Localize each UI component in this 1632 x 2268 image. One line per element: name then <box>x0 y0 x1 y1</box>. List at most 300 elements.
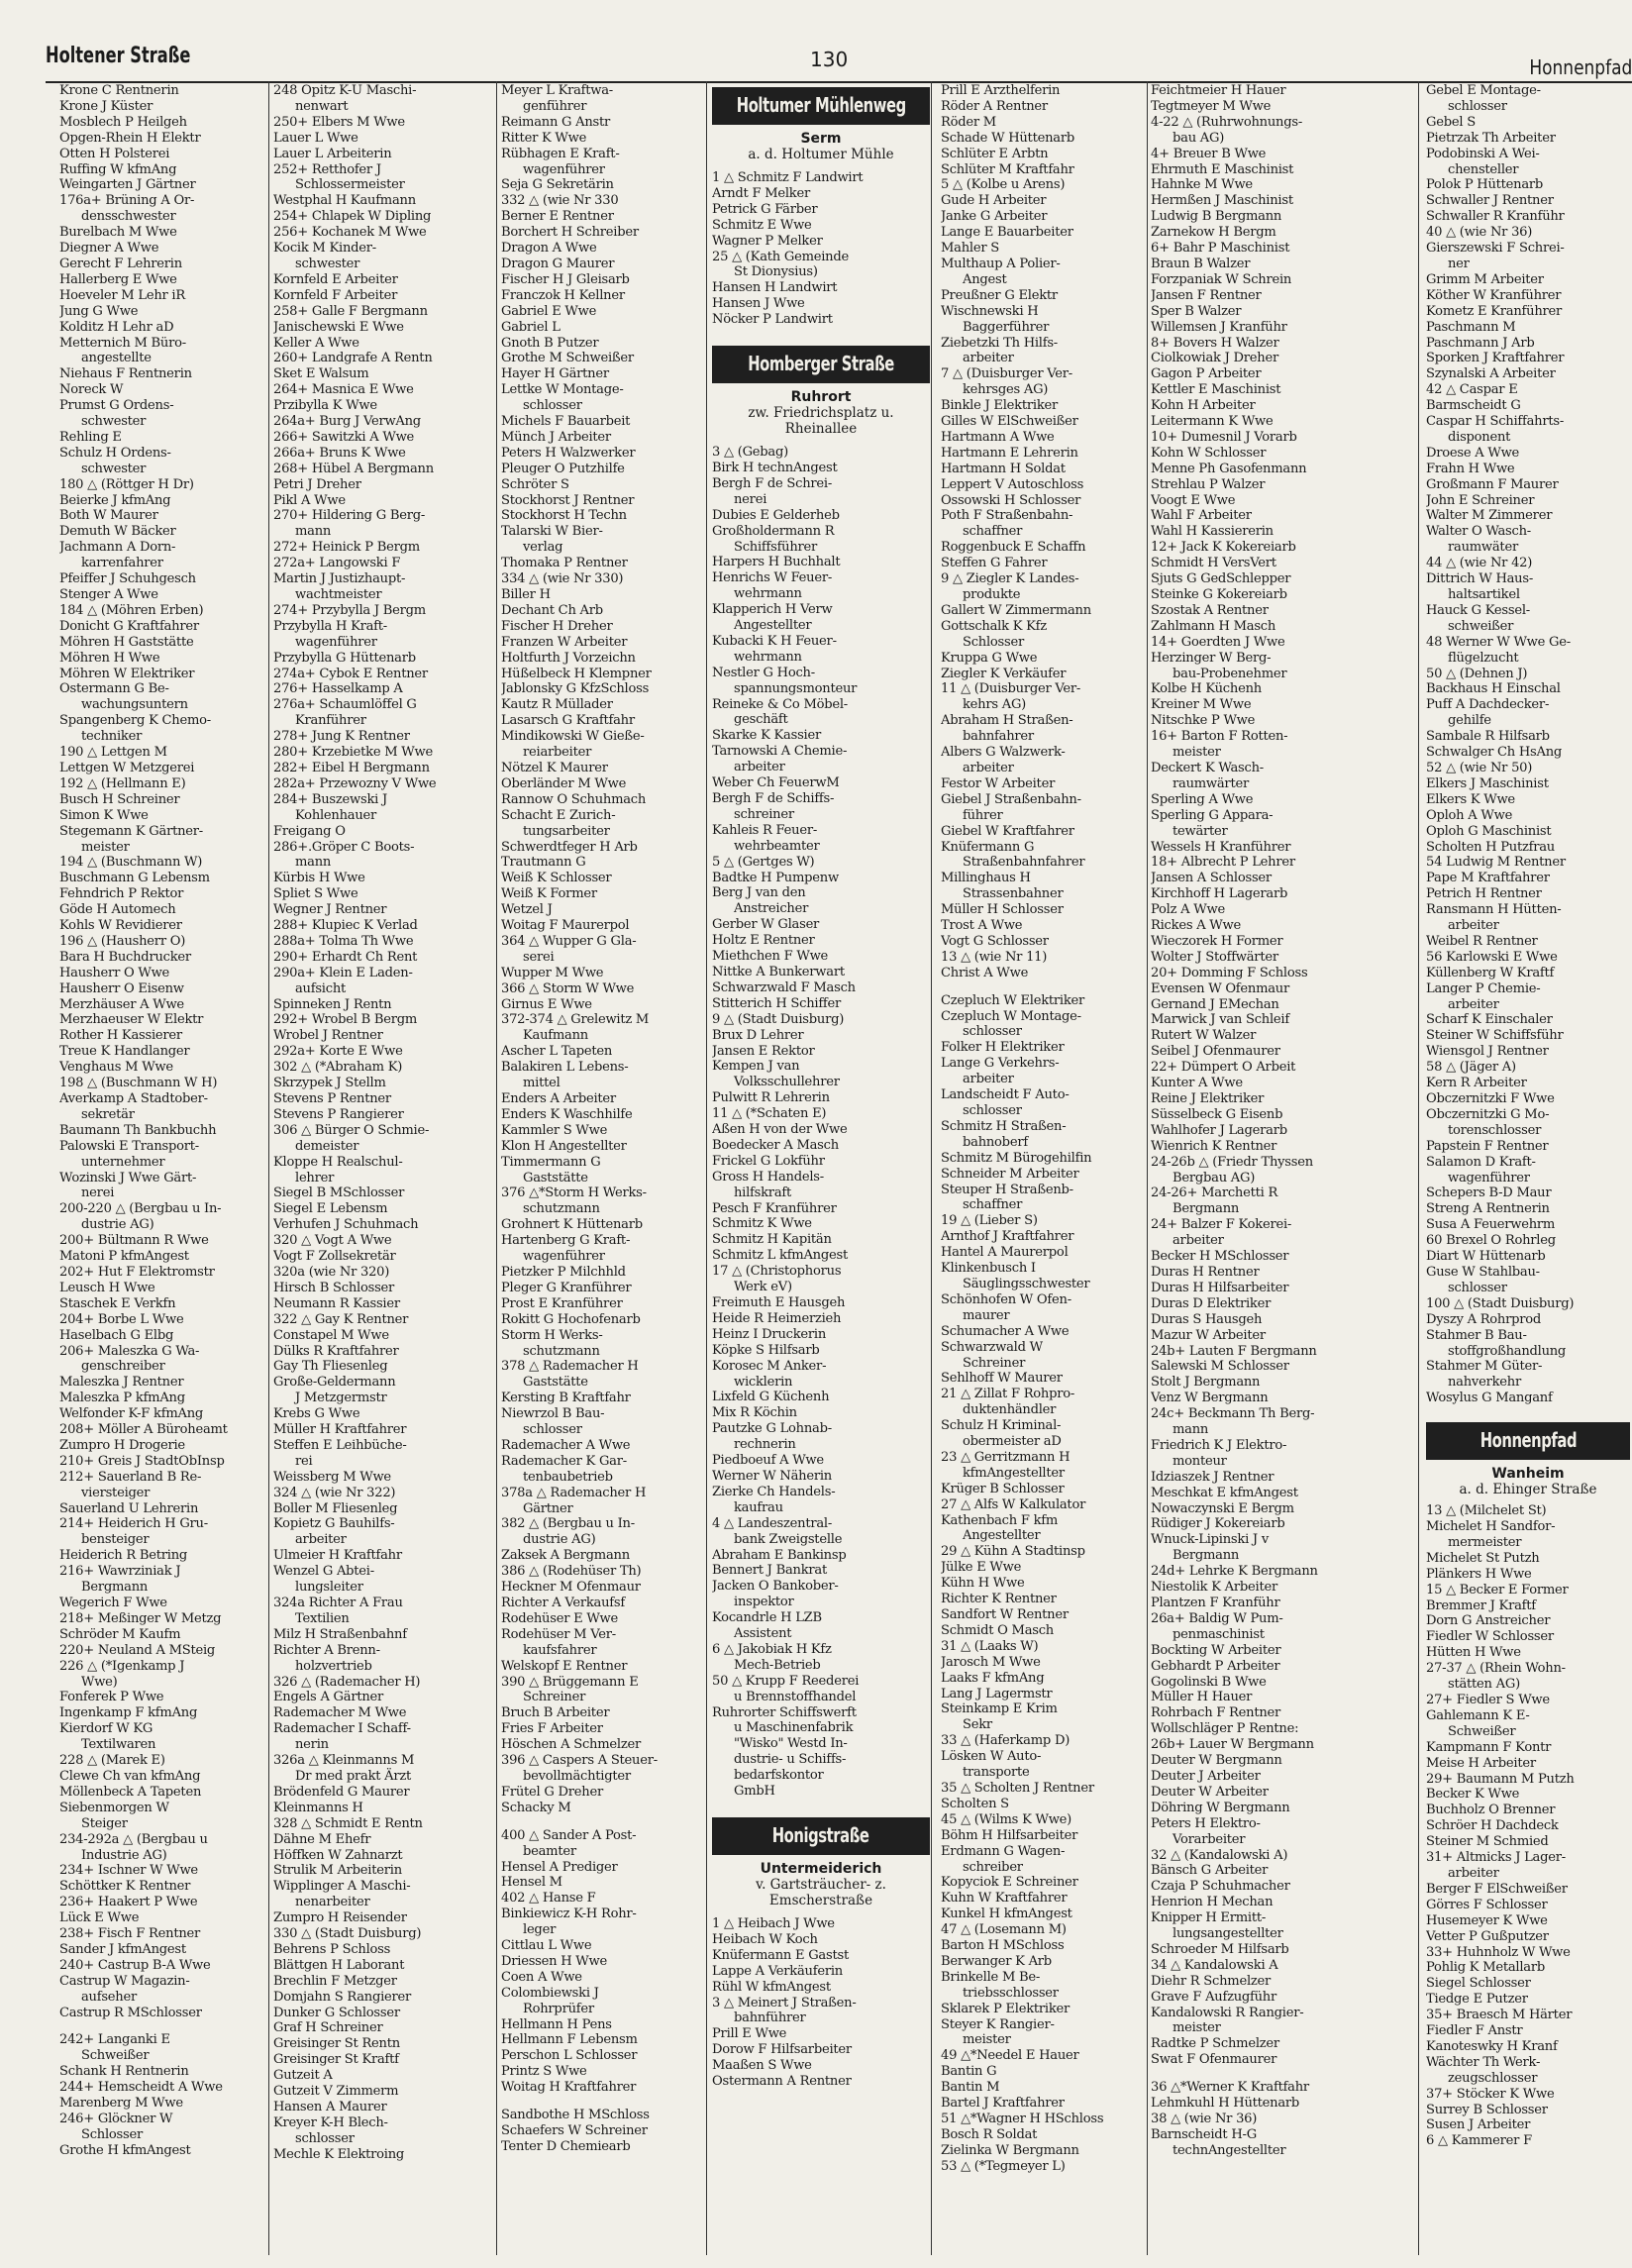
directory-entry: Siegel Schlosser <box>1426 1976 1531 1992</box>
directory-entry: Richter A Brenn- <box>273 1642 380 1658</box>
entry-continuation: wehrmann <box>734 586 802 602</box>
entry-continuation: bank Zweigstelle <box>734 1531 843 1547</box>
entry-continuation: genführer <box>523 98 587 114</box>
entry-continuation: bau-Probenehmer <box>1173 666 1287 681</box>
directory-entry: 288+ Klupiec K Verlad <box>273 918 418 934</box>
directory-entry: 396 △ Caspers A Steuer- <box>501 1753 658 1769</box>
entry-continuation: tenbaubetrieb <box>523 1469 613 1485</box>
directory-entry: Münch J Arbeiter <box>501 429 611 445</box>
directory-entry: Göde H Automech <box>59 902 176 918</box>
directory-entry: Giebel W Kraftfahrer <box>941 823 1074 839</box>
directory-entry: 402 △ Hanse F <box>501 1891 596 1907</box>
street-heading: Homberger Straße <box>712 346 930 383</box>
directory-entry: Kern R Arbeiter <box>1426 1076 1527 1091</box>
directory-entry: Rother H Kassierer <box>59 1028 182 1044</box>
directory-entry: Salewski M Schlosser <box>1151 1359 1289 1375</box>
directory-entry: Stolt J Bergmann <box>1151 1375 1261 1391</box>
directory-entry: 48 Werner W Wwe Ge- <box>1426 634 1571 650</box>
directory-entry: 326a △ Kleinmanns M <box>273 1753 415 1769</box>
entry-continuation: bensteiger <box>81 1532 150 1548</box>
directory-entry: Gagon P Arbeiter <box>1151 366 1262 382</box>
directory-entry: Voogt E Wwe <box>1151 492 1236 508</box>
directory-entry: Ruhrorter Schiffswerft <box>712 1704 857 1720</box>
directory-entry: Marenberg M Wwe <box>59 2096 183 2112</box>
directory-entry: Elkers K Wwe <box>1426 791 1515 807</box>
directory-entry: 246+ Glöckner W <box>59 2112 173 2126</box>
entry-continuation: Straßenbahnfahrer <box>963 855 1085 871</box>
directory-entry: Zierke Ch Handels- <box>712 1484 836 1499</box>
directory-entry: Sperling G Appara- <box>1151 807 1274 823</box>
directory-entry: Jacken O Bankober- <box>712 1579 839 1595</box>
directory-entry: 270+ Hildering G Berg- <box>273 508 426 524</box>
directory-entry: Schank H Rentnerin <box>59 2064 189 2080</box>
directory-entry: Schröer H Dachdeck <box>1426 1818 1559 1834</box>
directory-entry: Paschmann M <box>1426 319 1516 335</box>
entry-continuation: arbeiter <box>1448 1865 1499 1881</box>
directory-entry: Oberländer M Wwe <box>501 775 627 791</box>
directory-entry: Brux D Lehrer <box>712 1027 804 1043</box>
directory-entry: Trost A Wwe <box>941 918 1023 934</box>
district-name: Ruhrort <box>790 389 852 406</box>
entry-continuation: mann <box>295 524 332 540</box>
directory-entry: 400 △ Sander A Post- <box>501 1827 637 1843</box>
directory-entry: Mahler S <box>941 241 999 257</box>
entry-continuation: Baggerführer <box>963 319 1050 335</box>
directory-entry: Preußner G Elektr <box>941 287 1058 303</box>
directory-entry: Jülke E Wwe <box>941 1560 1022 1576</box>
entry-continuation: schlosser <box>523 398 582 414</box>
directory-entry: Lauer L Wwe <box>273 130 358 146</box>
directory-entry: Zumpro H Reisender <box>273 1910 407 1926</box>
directory-entry: Brinkelle M Be- <box>941 1969 1041 1985</box>
directory-entry: Boller M Fliesenleg <box>273 1500 398 1516</box>
directory-entry: Stockhorst J Rentner <box>501 492 635 508</box>
directory-entry: Gottschalk K Kfz <box>941 618 1047 634</box>
directory-entry: Binkiewicz K-H Rohr- <box>501 1907 637 1922</box>
entry-continuation: Volksschullehrer <box>734 1075 840 1090</box>
directory-entry: Korosec M Anker- <box>712 1358 827 1374</box>
directory-entry: Kloppe H Realschul- <box>273 1154 403 1170</box>
entry-continuation: schutzmann <box>523 1201 600 1217</box>
entry-continuation: Bergmann <box>81 1580 149 1596</box>
directory-entry: 258+ Galle F Bergmann <box>273 303 428 319</box>
directory-entry: Nowaczynski E Bergm <box>1151 1500 1294 1516</box>
directory-entry: Aßen H von der Wwe <box>712 1122 848 1138</box>
entry-continuation: schwester <box>81 461 147 476</box>
directory-entry: 33+ Huhnholz W Wwe <box>1426 1944 1571 1960</box>
entry-continuation: Kranführer <box>295 713 366 729</box>
entry-continuation: u Brennstoffhandel <box>734 1689 857 1704</box>
directory-entry: Verhufen J Schuhmach <box>273 1217 419 1233</box>
directory-entry: 278+ Jung K Rentner <box>273 729 410 745</box>
entry-continuation: meister <box>81 839 130 855</box>
directory-entry: 244+ Hemscheidt A Wwe <box>59 2080 223 2096</box>
directory-entry: Stockhorst H Techn <box>501 508 627 524</box>
directory-entry: Lück E Wwe <box>59 1910 140 1926</box>
column-5 <box>941 83 1146 2252</box>
street-heading: Honnenpfad <box>1426 1422 1630 1460</box>
directory-entry: Kopyciok E Schreiner <box>941 1875 1078 1891</box>
directory-entry: Ziegler K Verkäufer <box>941 666 1067 681</box>
directory-entry: Zielinka W Bergmann <box>941 2142 1079 2158</box>
directory-entry: Steffen G Fahrer <box>941 556 1048 571</box>
entry-continuation: lehrer <box>295 1170 335 1186</box>
directory-entry: Schwaller J Rentner <box>1426 193 1554 209</box>
directory-entry: Langer P Chemie- <box>1426 980 1541 996</box>
directory-entry: Erdmann G Wagen- <box>941 1843 1066 1859</box>
directory-entry: Pesch F Kranführer <box>712 1200 837 1216</box>
directory-entry: 322 △ Gay K Rentner <box>273 1311 409 1327</box>
directory-entry: Colombiewski J <box>501 1985 599 2001</box>
directory-entry: Jansen F Rentner <box>1151 287 1262 303</box>
directory-entry: 1 △ Schmitz F Landwirt <box>712 170 864 185</box>
directory-entry: Ulmeier H Kraftfahr <box>273 1548 402 1564</box>
entry-continuation: angestellte <box>81 351 152 366</box>
entry-continuation: arbeiter <box>734 760 785 775</box>
directory-entry: Rohrbach F Rentner <box>1151 1705 1281 1721</box>
directory-entry: Gerber W Glaser <box>712 917 820 933</box>
entry-continuation: schlosser <box>963 1103 1022 1118</box>
directory-entry: Röder M <box>941 114 996 130</box>
directory-entry: Podobinski A Wei- <box>1426 146 1540 161</box>
directory-entry: Timmermann G <box>501 1154 601 1170</box>
directory-entry: Radtke P Schmelzer <box>1151 2036 1279 2052</box>
directory-entry: Keller A Wwe <box>273 335 359 351</box>
directory-entry: Wolter J Stoffwärter <box>1151 949 1278 965</box>
directory-entry: Maleszka J Rentner <box>59 1375 184 1391</box>
directory-entry: Pape M Kraftfahrer <box>1426 871 1550 886</box>
directory-entry: Duras D Elektriker <box>1151 1295 1272 1311</box>
directory-entry: Schlüter M Kraftfahr <box>941 161 1074 177</box>
directory-entry: Perschon L Schlosser <box>501 2048 638 2064</box>
directory-entry: Bergh F de Schiffs- <box>712 791 835 806</box>
entry-continuation: Rohrprüfer <box>523 2001 594 2016</box>
directory-entry: Duras S Hausgeh <box>1151 1311 1263 1327</box>
directory-entry: Wahl H Kassiererin <box>1151 524 1274 540</box>
directory-entry: 290+ Erhardt Ch Rent <box>273 949 418 965</box>
directory-entry: 51 △*Wagner H HSchloss <box>941 2112 1104 2126</box>
directory-entry: Weiß K Schlosser <box>501 871 612 886</box>
directory-entry: Kubacki K H Feuer- <box>712 633 837 649</box>
directory-entry: 194 △ (Buschmann W) <box>59 855 203 871</box>
entry-continuation: Wwe) <box>81 1674 118 1690</box>
entry-continuation: meister <box>963 2032 1011 2048</box>
directory-entry: Puff A Dachdecker- <box>1426 697 1550 713</box>
entry-gap <box>1151 2068 1417 2080</box>
entry-continuation: monteur <box>1173 1453 1227 1469</box>
directory-entry: Roggenbuck E Schaffn <box>941 540 1086 556</box>
directory-entry: Miethchen F Wwe <box>712 949 829 965</box>
directory-entry: 242+ Langanki E <box>59 2032 170 2048</box>
directory-entry: Rokitt G Hochofenarb <box>501 1311 641 1327</box>
directory-entry: Jachmann A Dorn- <box>59 540 176 556</box>
directory-entry: Demuth W Bäcker <box>59 524 176 540</box>
entry-continuation: serei <box>523 949 555 965</box>
directory-entry: Schwarzwald W <box>941 1339 1043 1355</box>
directory-entry: Stevens P Rentner <box>273 1091 391 1106</box>
column-2 <box>273 83 495 2252</box>
entry-continuation: techniker <box>81 729 143 745</box>
directory-entry: 35+ Braesch M Härter <box>1426 2008 1573 2023</box>
directory-entry: Wahl F Arbeiter <box>1151 508 1252 524</box>
directory-entry: Lauer L Arbeiterin <box>273 146 392 161</box>
directory-entry: Mechle K Elektroing <box>273 2146 405 2162</box>
directory-entry: Rüdiger J Kokereiarb <box>1151 1516 1285 1532</box>
directory-entry: Czepluch W Elektriker <box>941 992 1085 1008</box>
directory-entry: 306 △ Bürger O Schmie- <box>273 1122 430 1138</box>
directory-entry: 326 △ (Rademacher H) <box>273 1674 421 1690</box>
directory-entry: Grothe M Schweißer <box>501 351 634 366</box>
entry-continuation: triebsschlosser <box>963 1985 1059 2001</box>
directory-entry: Mindikowski W Gieße- <box>501 729 645 745</box>
entry-gap <box>501 2096 705 2108</box>
street-range: Rheinallee <box>784 421 858 438</box>
directory-entry: 378 △ Rademacher H <box>501 1359 639 1375</box>
directory-entry: Franzen W Arbeiter <box>501 634 628 650</box>
directory-entry: 27-37 △ (Rhein Wohn- <box>1426 1661 1566 1677</box>
directory-entry: 288a+ Tolma Th Wwe <box>273 933 414 949</box>
directory-entry: Wollschläger P Rentne: <box>1151 1721 1299 1737</box>
entry-continuation: densschwester <box>81 209 176 225</box>
directory-entry: Hütten H Wwe <box>1426 1645 1521 1661</box>
entry-continuation: bahnoberf <box>963 1134 1028 1150</box>
directory-entry: Palowski E Transport- <box>59 1138 199 1154</box>
directory-entry: Enders K Waschhilfe <box>501 1106 633 1122</box>
directory-entry: Schröter S <box>501 476 569 492</box>
directory-entry: Hensel M <box>501 1875 562 1891</box>
directory-entry: Kolditz H Lehr aD <box>59 319 174 335</box>
entry-continuation: Kaufmann <box>523 1028 588 1044</box>
directory-entry: Hartmann A Wwe <box>941 429 1055 445</box>
directory-entry: Steiner W Schiffsführ <box>1426 1028 1564 1044</box>
street-heading: Holtumer Mühlenweg <box>712 87 930 125</box>
directory-entry: 234+ Ischner W Wwe <box>59 1863 198 1879</box>
directory-entry: Przybylla H Kraft- <box>273 618 387 634</box>
directory-entry: Schwerdtfeger H Arb <box>501 839 638 855</box>
directory-entry: Pohlig K Metallarb <box>1426 1960 1546 1976</box>
directory-entry: Fischer H J Gleisarb <box>501 271 630 287</box>
directory-entry: Driessen H Wwe <box>501 1953 607 1969</box>
entry-continuation: stoffgroßhandlung <box>1448 1343 1567 1359</box>
directory-entry: Wosylus G Manganf <box>1426 1391 1553 1406</box>
directory-entry: Schacky M <box>501 1800 571 1815</box>
directory-entry: Stitterich H Schiffer <box>712 995 842 1011</box>
street-range: a. d. Holtumer Mühle <box>748 147 894 162</box>
directory-entry: Kettler E Maschinist <box>1151 382 1281 398</box>
entry-continuation: tungsarbeiter <box>523 823 610 839</box>
directory-entry: 11 △ (Duisburger Ver- <box>941 681 1081 697</box>
directory-entry: 12+ Jack K Kokereiarb <box>1151 540 1296 556</box>
directory-entry: Bergh F de Schrei- <box>712 475 833 491</box>
directory-entry: Wagner P Melker <box>712 233 823 249</box>
directory-entry: Czepluch W Montage- <box>941 1008 1081 1024</box>
entry-continuation: nerin <box>295 1737 329 1753</box>
directory-entry: Gierszewski F Schrei- <box>1426 241 1565 257</box>
directory-entry: Dunker G Schlosser <box>273 2005 400 2020</box>
entry-continuation: torenschlosser <box>1448 1122 1542 1138</box>
directory-entry: Welskopf E Rentner <box>501 1658 628 1674</box>
directory-entry: 252+ Retthofer J <box>273 161 381 177</box>
directory-entry: Surrey B Schlosser <box>1426 2102 1548 2117</box>
directory-entry: Schulz H Kriminal- <box>941 1418 1062 1434</box>
entry-continuation: Gärtner <box>523 1500 573 1516</box>
directory-entry: 200-220 △ (Bergbau u In- <box>59 1201 222 1217</box>
directory-entry: Wrobel J Rentner <box>273 1028 383 1044</box>
directory-entry: Birk H technAngest <box>712 460 838 475</box>
entry-continuation: Kohlenhauer <box>295 807 377 823</box>
directory-entry: 276a+ Schaumlöffel G <box>273 697 417 713</box>
directory-entry: Susen J Arbeiter <box>1426 2117 1531 2133</box>
directory-entry: Steuper H Straßenb- <box>941 1182 1073 1197</box>
directory-entry: Fehndrich P Rektor <box>59 886 184 902</box>
entry-continuation: Sekr <box>963 1717 992 1733</box>
directory-entry: Wächter Th Werk- <box>1426 2054 1541 2070</box>
directory-entry: Michelet St Putzh <box>1426 1550 1540 1566</box>
entry-continuation: Schreiner <box>963 1355 1026 1371</box>
directory-entry: Hüßelbeck H Klempner <box>501 666 652 681</box>
directory-entry: Willemsen J Kranführ <box>1151 319 1287 335</box>
entry-continuation: technAngestellter <box>1173 2142 1286 2158</box>
directory-entry: 10+ Dumesnil J Vorarb <box>1151 429 1297 445</box>
directory-entry: Scholten S <box>941 1796 1009 1811</box>
entry-continuation: Bergmann <box>1173 1201 1240 1217</box>
directory-entry: Multhaup A Polier- <box>941 256 1061 271</box>
directory-entry: Simon K Wwe <box>59 807 149 823</box>
directory-entry: Kreyer K-H Blech- <box>273 2114 388 2130</box>
directory-entry: Wipplinger A Maschi- <box>273 1879 411 1895</box>
directory-entry: Schneider M Arbeiter <box>941 1166 1079 1182</box>
directory-entry: Blättgen H Laborant <box>273 1957 405 1973</box>
directory-entry: Schmitz E Wwe <box>712 217 812 233</box>
directory-entry: Gude H Arbeiter <box>941 193 1047 209</box>
directory-entry: Leitermann K Wwe <box>1151 414 1274 430</box>
entry-continuation: flügelzucht <box>1448 650 1519 666</box>
directory-entry: Storm H Werks- <box>501 1327 603 1343</box>
directory-entry: 31+ Altmicks J Lager- <box>1426 1850 1566 1866</box>
directory-entry: 26a+ Baldig W Pum- <box>1151 1610 1283 1626</box>
directory-entry: Wiensgol J Rentner <box>1426 1044 1549 1060</box>
directory-entry: Knüfermann E Gastst <box>712 1947 849 1963</box>
directory-entry: Mosblech P Heilgeh <box>59 114 187 130</box>
column-divider <box>931 81 932 2255</box>
directory-entry: Kirchhoff H Lagerarb <box>1151 886 1288 902</box>
directory-entry: Mix R Köchin <box>712 1405 797 1421</box>
directory-entry: 180 △ (Röttger H Dr) <box>59 476 194 492</box>
directory-entry: Salamon D Kraft- <box>1426 1154 1536 1170</box>
street-range: a. d. Ehinger Straße <box>1459 1482 1597 1498</box>
directory-entry: Nittke A Bunkerwart <box>712 964 845 979</box>
directory-entry: Grothe H kfmAngest <box>59 2142 191 2158</box>
directory-entry: 29 △ Kühn A Stadtinsp <box>941 1544 1085 1560</box>
directory-entry: Frütel G Dreher <box>501 1784 603 1800</box>
directory-entry: Constapel M Wwe <box>273 1327 389 1343</box>
directory-entry: Laaks F kfmAng <box>941 1670 1045 1686</box>
directory-entry: Höffken W Zahnarzt <box>273 1847 403 1863</box>
entry-continuation: arbeiter <box>963 760 1014 775</box>
directory-entry: Przybylla G Hüttenarb <box>273 650 416 666</box>
directory-entry: Swat F Ofenmaurer <box>1151 2052 1277 2068</box>
directory-entry: Schade W Hüttenarb <box>941 130 1074 146</box>
directory-entry: 382 △ (Bergbau u In- <box>501 1516 635 1532</box>
entry-continuation: sekretär <box>81 1106 135 1122</box>
directory-entry: Herzinger W Berg- <box>1151 650 1272 666</box>
directory-entry: Lasarsch G Kraftfahr <box>501 713 635 729</box>
directory-entry: 330 △ (Stadt Duisburg) <box>273 1926 422 1942</box>
entry-continuation: lungsleiter <box>295 1580 363 1596</box>
directory-entry: Petrich H Rentner <box>1426 886 1542 902</box>
entry-continuation: lungsangestellter <box>1173 1926 1283 1942</box>
directory-entry: 16+ Barton F Rotten- <box>1151 729 1288 745</box>
directory-entry: Donicht G Kraftfahrer <box>59 618 199 634</box>
directory-entry: 33 △ (Haferkamp D) <box>941 1733 1071 1749</box>
directory-entry: Gogolinski B Wwe <box>1151 1674 1267 1690</box>
directory-entry: 200+ Bültmann R Wwe <box>59 1233 209 1249</box>
directory-entry: 192 △ (Hellmann E) <box>59 775 186 791</box>
entry-continuation: Schlosser <box>81 2126 144 2142</box>
street-range: v. Gartsträucher- z. <box>756 1877 886 1893</box>
directory-entry: 324a Richter A Frau <box>273 1596 403 1610</box>
entry-continuation: Assistent <box>734 1626 792 1642</box>
entry-continuation: u Maschinenfabrik <box>734 1720 854 1736</box>
directory-entry: Kohls W Revidierer <box>59 918 182 934</box>
directory-entry: Woitag H Kraftfahrer <box>501 2080 637 2096</box>
directory-entry: Steinkamp E Krim <box>941 1701 1058 1717</box>
directory-entry: Tiedge E Putzer <box>1426 1992 1528 2008</box>
directory-entry: Lang J Lagermstr <box>941 1686 1053 1701</box>
directory-entry: 9 △ Ziegler K Landes- <box>941 571 1079 587</box>
directory-entry: Duras H Hilfsarbeiter <box>1151 1280 1289 1295</box>
entry-continuation: meister <box>1173 2020 1221 2036</box>
directory-entry: Weber Ch FeuerwM <box>712 775 840 791</box>
directory-entry: Knipper H Ermitt- <box>1151 1910 1267 1926</box>
directory-entry: Nestler G Hoch- <box>712 665 815 680</box>
entry-continuation: obermeister aD <box>963 1434 1062 1450</box>
directory-entry: Sklarek P Elektriker <box>941 2001 1071 2016</box>
directory-entry: Weingarten J Gärtner <box>59 177 196 193</box>
directory-entry: Bara H Buchdrucker <box>59 949 191 965</box>
directory-entry: Kocik M Kinder- <box>273 241 376 257</box>
directory-entry: Spangenberg K Chemo- <box>59 713 211 729</box>
directory-entry: Klon H Angestellter <box>501 1138 627 1154</box>
directory-entry: Festor W Arbeiter <box>941 775 1056 791</box>
directory-entry: Großholdermann R <box>712 523 835 539</box>
directory-entry: Ransmann H Hütten- <box>1426 902 1562 918</box>
directory-entry: 6+ Bahr P Maschinist <box>1151 241 1290 257</box>
directory-entry: Peters H Walzwerker <box>501 445 636 461</box>
directory-entry: Evensen W Ofenmaur <box>1151 980 1289 996</box>
directory-entry: Holtz E Rentner <box>712 933 815 949</box>
directory-entry: Kreiner M Wwe <box>1151 697 1252 713</box>
entry-continuation: Textilwaren <box>81 1737 156 1753</box>
directory-entry: Knüfermann G <box>941 839 1035 855</box>
directory-entry: Walter O Wasch- <box>1426 524 1531 540</box>
entry-continuation: wehrbeamter <box>734 838 820 854</box>
directory-entry: Nöcker P Landwirt <box>712 312 833 328</box>
directory-entry: Coen A Wwe <box>501 1969 582 1985</box>
directory-entry: Wischnewski H <box>941 303 1039 319</box>
directory-entry: Maleszka P kfmAng <box>59 1391 185 1406</box>
entry-continuation: nerei <box>734 491 767 507</box>
entry-continuation: Bergmann <box>1173 1548 1240 1564</box>
directory-entry: Rademacher K Gar- <box>501 1453 627 1469</box>
directory-entry: 328 △ Schmidt E Rentn <box>273 1815 423 1831</box>
entry-continuation: wagenführer <box>523 1249 605 1265</box>
directory-entry: Weibel R Rentner <box>1426 933 1538 949</box>
directory-entry: Küllenberg W Kraftf <box>1426 965 1555 980</box>
directory-entry: Sporken J Kraftfahrer <box>1426 351 1565 366</box>
directory-entry: Hensel A Prediger <box>501 1859 618 1875</box>
entry-continuation: "Wisko" Westd In- <box>734 1736 848 1752</box>
